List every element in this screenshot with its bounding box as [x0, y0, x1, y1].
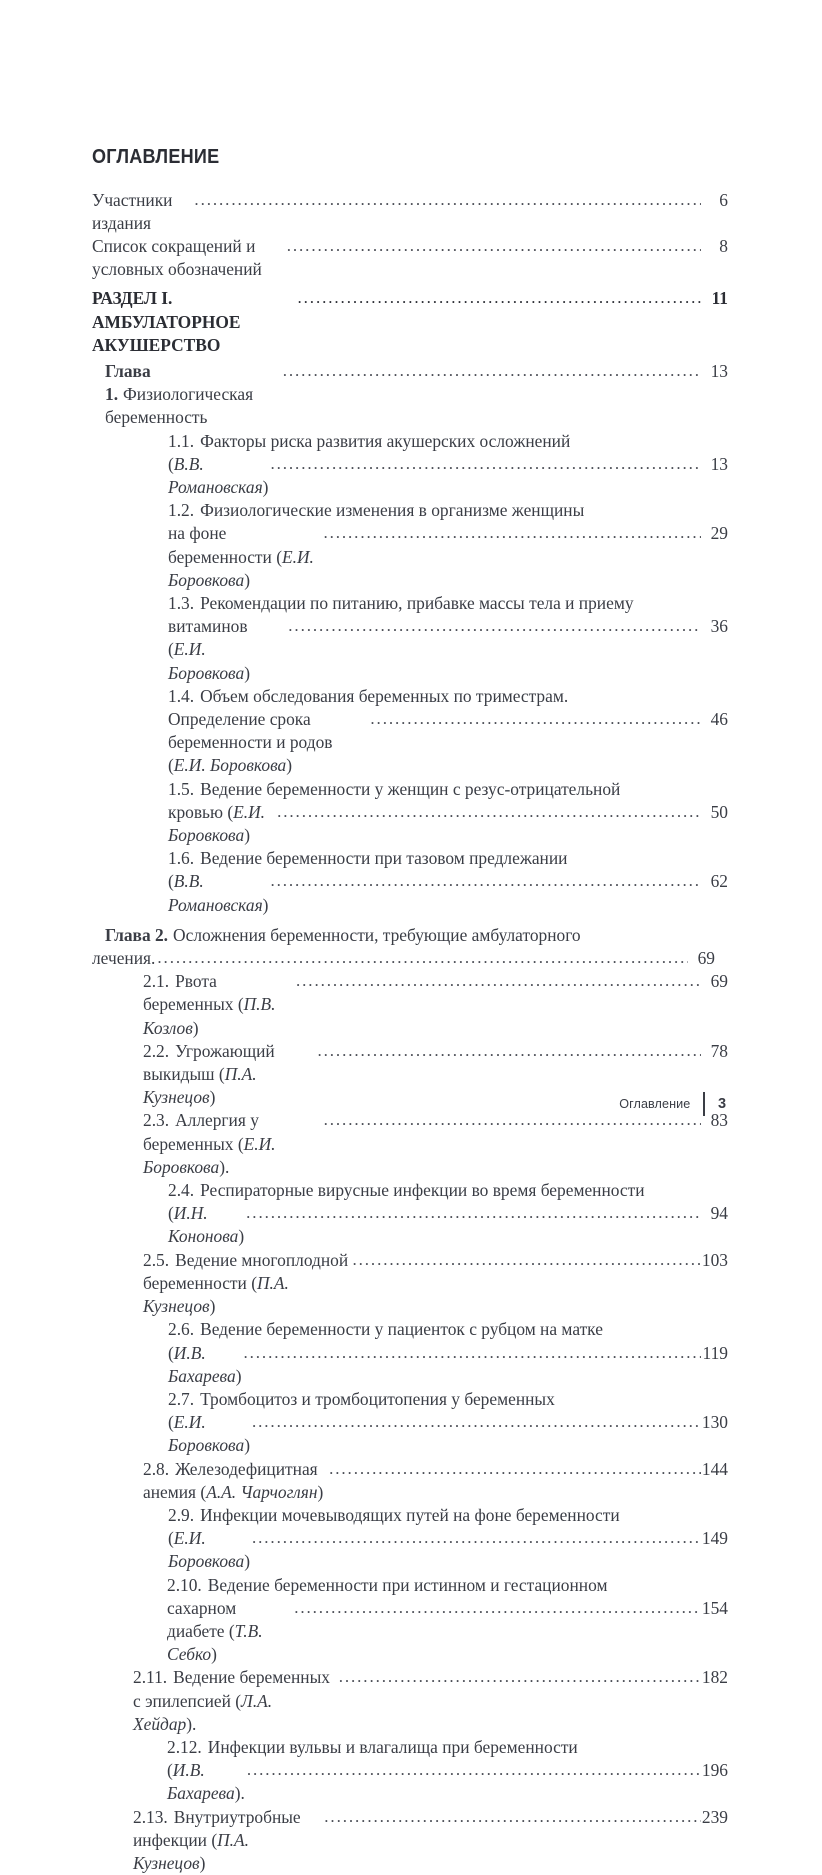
section-line2-prefix: (	[168, 1412, 174, 1433]
leader-dots	[277, 800, 701, 823]
toc-section-label	[143, 1458, 327, 1504]
toc-entry-section-2-11[interactable]	[92, 1666, 728, 1736]
toc-chapter-label	[105, 360, 281, 430]
section-title: Факторы риска развития акушерских осложнений	[200, 430, 571, 451]
section-line2-suffix: )	[244, 1435, 250, 1456]
section-title: Ведение беременности при тазовом предлежании	[200, 848, 568, 869]
page-footer	[619, 1092, 728, 1116]
section-number: 2.10.	[167, 1574, 202, 1595]
toc-section-label	[143, 1040, 315, 1110]
leader-dots	[317, 1039, 701, 1062]
toc-entry-section-2-12[interactable]	[92, 1736, 728, 1806]
toc-section-line1	[143, 1179, 728, 1202]
section-author: Т.В. Себко	[167, 1620, 267, 1665]
section-title: Ведение беременности у женщин с резус-отрицательной	[200, 778, 621, 799]
toc-section-label	[133, 1666, 337, 1736]
toc-section-label	[143, 1249, 353, 1319]
toc-section-line2	[143, 1202, 244, 1248]
leader-dots	[246, 1201, 701, 1224]
toc-page-number: 94	[710, 1203, 728, 1224]
chapter-title: Физиологическая беременность	[105, 384, 258, 428]
section-author: Е.И. Боровкова	[168, 546, 319, 590]
section-number: 2.11.	[133, 1667, 168, 1688]
section-number: 2.5.	[143, 1249, 170, 1270]
section-author: Е.И. Боровкова	[173, 755, 287, 776]
toc-page-number: 13	[710, 453, 728, 474]
chapter-number: Глава 2.	[105, 924, 169, 945]
footer-page-number: 3	[718, 1096, 727, 1112]
toc-entry-part-1[interactable]	[92, 287, 728, 357]
toc-section-line2	[143, 615, 286, 685]
section-suffix: )	[192, 1017, 199, 1038]
section-number: 1.6.	[168, 848, 195, 869]
toc-section-label	[143, 1109, 322, 1179]
toc-entry-section-2-6[interactable]	[92, 1318, 728, 1388]
toc-entry-section-1-6[interactable]	[92, 847, 728, 917]
toc-page-number: 119	[702, 1342, 728, 1363]
toc-entry-section-2-13[interactable]	[92, 1806, 728, 1875]
section-author: П.В. Козлов	[143, 994, 280, 1038]
section-line2-prefix: (	[168, 1203, 174, 1224]
section-number: 2.9.	[168, 1504, 195, 1525]
toc-part-label: РАЗДЕЛ I. АМБУЛАТОРНОЕ АКУШЕРСТВО	[92, 288, 245, 355]
toc-page-number: 13	[710, 360, 728, 381]
toc-entry-section-1-4[interactable]	[92, 685, 728, 778]
section-line2-suffix: )	[262, 476, 269, 497]
toc-entry-chapter-2[interactable]	[92, 924, 728, 970]
leader-dots	[243, 1341, 701, 1364]
toc-page-number: 6	[719, 189, 728, 210]
toc-entry-section-2-5[interactable]	[92, 1249, 728, 1319]
leader-dots	[247, 1758, 701, 1781]
leader-dots	[298, 286, 702, 309]
toc-section-line1	[143, 685, 728, 708]
toc-section-line1	[133, 1736, 728, 1759]
toc-page-number: 130	[701, 1412, 728, 1433]
toc-entry-section-2-4[interactable]	[92, 1179, 728, 1249]
toc-entry-section-2-3[interactable]	[92, 1109, 728, 1179]
toc-section-label	[143, 970, 294, 1040]
section-line2-suffix: ).	[234, 1783, 245, 1804]
leader-dots	[157, 946, 688, 969]
toc-page-number: 78	[710, 1040, 728, 1061]
section-line2-prefix: (	[168, 1528, 174, 1549]
toc-page-number: 11	[711, 288, 728, 309]
section-title: Ведение многоплодной беременности (	[143, 1249, 353, 1293]
section-suffix: )	[199, 1852, 206, 1873]
toc-page-number: 239	[701, 1806, 728, 1827]
section-number: 2.12.	[167, 1736, 202, 1757]
toc-page-number: 69	[697, 948, 715, 969]
toc-section-line1	[143, 499, 728, 522]
toc-section-line2	[143, 1411, 250, 1457]
leader-dots	[194, 188, 701, 211]
section-suffix: ).	[219, 1156, 230, 1177]
toc-section-line1	[143, 847, 728, 870]
section-title: Инфекции мочевыводящих путей на фоне беременности	[200, 1504, 620, 1525]
section-line2-prefix: витаминов (	[168, 616, 252, 660]
section-line2-prefix: на фоне беременности (	[168, 523, 282, 567]
section-line2-suffix: )	[244, 1551, 250, 1572]
section-line2-prefix: Определение срока беременности и родов (	[168, 709, 337, 776]
toc-entry-section-1-5[interactable]	[92, 778, 728, 848]
leader-dots	[252, 1410, 701, 1433]
toc-section-line2	[143, 522, 321, 592]
leader-dots	[287, 234, 701, 257]
toc-section-line1	[133, 1574, 728, 1597]
toc-page-number: 196	[701, 1760, 728, 1781]
section-number: 1.1.	[168, 430, 195, 451]
chapter-title: Осложнения беременности, требующие амбулаторного	[173, 924, 581, 945]
section-author: П.А. Кузнецов	[133, 1829, 254, 1873]
section-number: 2.13.	[133, 1806, 168, 1827]
toc-page-number: 50	[710, 801, 728, 822]
section-author: В.В. Романовская	[168, 871, 263, 915]
section-author: Е.И. Боровкова	[168, 801, 270, 846]
section-suffix: ).	[186, 1713, 197, 1734]
toc-section-line2	[133, 1597, 292, 1667]
toc-page-number: 29	[710, 523, 728, 544]
leader-dots	[352, 1248, 700, 1271]
section-line2-suffix: )	[244, 569, 250, 590]
page-title: ОГЛАВЛЕНИЕ	[92, 145, 220, 168]
section-line2-suffix: )	[211, 1644, 217, 1665]
section-title: Рвота беременных (	[143, 971, 244, 1015]
section-title: Ведение беременности у пациенток с рубцом на матке	[200, 1319, 603, 1340]
section-author: П.А. Кузнецов	[143, 1272, 294, 1317]
toc-page-number: 154	[701, 1597, 728, 1618]
section-line2-suffix: )	[262, 894, 269, 915]
toc-section-line1	[143, 778, 728, 801]
section-line2-suffix: )	[238, 1226, 245, 1247]
footer-section-label: Оглавление	[619, 1097, 691, 1111]
section-author: Е.И. Боровкова	[168, 1412, 245, 1456]
toc-section-line1	[143, 592, 728, 615]
toc-page-number: 36	[710, 616, 728, 637]
section-title: Физиологические изменения в организме женщины	[200, 500, 585, 521]
toc-page-number: 83	[710, 1110, 728, 1131]
toc-entry-label: Список сокращений и условных обозначений	[92, 235, 262, 280]
toc-section-line2	[143, 870, 268, 916]
section-title: Железодефицитная анемия (	[143, 1458, 323, 1502]
leader-dots	[252, 1526, 701, 1549]
toc-entry-section-2-8[interactable]	[92, 1458, 728, 1504]
section-suffix: )	[317, 1481, 324, 1502]
toc-section-line2	[133, 1759, 245, 1805]
section-number: 2.8.	[143, 1458, 170, 1479]
toc-entry-section-1-2[interactable]	[92, 499, 728, 592]
leader-dots	[339, 1665, 701, 1688]
section-title: Ведение беременных с эпилепсией (	[133, 1667, 335, 1711]
section-line2-prefix: (	[168, 871, 174, 892]
toc-entry-section-2-10[interactable]	[92, 1574, 728, 1667]
section-line2-prefix: (	[167, 1760, 173, 1781]
toc-section-line2	[143, 708, 368, 778]
section-author: Е.И. Боровкова	[168, 639, 245, 683]
section-number: 2.7.	[168, 1388, 195, 1409]
toc-entry-section-1-3[interactable]	[92, 592, 728, 685]
leader-dots	[370, 707, 701, 730]
section-number: 1.2.	[168, 500, 195, 521]
section-line2-suffix: )	[244, 825, 250, 846]
toc-page-number: 8	[719, 235, 728, 256]
section-number: 2.2.	[143, 1040, 170, 1061]
toc-page-number: 62	[710, 871, 728, 892]
leader-dots	[283, 359, 701, 382]
section-line2-prefix: кровью (	[168, 801, 234, 822]
toc-section-label	[133, 1806, 322, 1875]
section-suffix: )	[209, 1296, 216, 1317]
toc-section-line2	[143, 453, 268, 499]
section-line2-suffix: )	[286, 755, 293, 776]
section-number: 2.6.	[168, 1319, 195, 1340]
toc-entry-chapter-1[interactable]	[92, 360, 728, 430]
toc-entry-section-2-9[interactable]	[92, 1504, 728, 1574]
section-line2-suffix: )	[244, 662, 250, 683]
leader-dots	[270, 869, 701, 892]
toc-entry-section-1-1[interactable]	[92, 430, 728, 500]
section-author: В.В. Романовская	[168, 453, 263, 497]
section-number: 2.4.	[168, 1180, 195, 1201]
section-title: Рекомендации по питанию, прибавке массы тела и приему	[200, 593, 634, 613]
leader-dots	[323, 521, 701, 544]
toc-entry-front-1[interactable]	[92, 189, 728, 235]
section-author: А.А. Чарчоглян	[206, 1481, 318, 1502]
section-title: Тромбоцитоз и тромбоцитопения у беременных	[200, 1388, 555, 1409]
section-title: Аллергия у беременных (	[143, 1110, 264, 1154]
leader-dots	[288, 614, 701, 637]
section-title: Ведение беременности при истинном и гестационном	[207, 1574, 608, 1595]
section-title: Инфекции вульвы и влагалища при беременности	[207, 1736, 578, 1757]
section-number: 1.4.	[168, 685, 195, 706]
section-author: И.Н. Кононова	[168, 1203, 239, 1247]
toc-list	[92, 189, 728, 1875]
toc-page-number: 46	[710, 709, 728, 730]
chapter-number: Глава 1.	[105, 360, 156, 405]
toc-entry-section-2-7[interactable]	[92, 1388, 728, 1458]
section-number: 2.1.	[143, 971, 170, 992]
toc-page-number: 144	[701, 1458, 728, 1479]
section-author: И.В. Бахарева	[168, 1342, 236, 1386]
section-line2-prefix: (	[168, 1342, 174, 1363]
toc-section-line1	[143, 1388, 728, 1411]
section-author: Е.И. Боровкова	[143, 1133, 280, 1177]
section-author: Л.А. Хейдар	[133, 1690, 277, 1734]
toc-page-number: 69	[710, 971, 728, 992]
leader-dots	[294, 1596, 701, 1619]
section-line2-suffix: )	[235, 1365, 242, 1386]
toc-page-number: 182	[701, 1667, 728, 1688]
section-number: 2.3.	[143, 1110, 170, 1131]
toc-section-line2	[143, 1527, 250, 1573]
section-line2-prefix: сахарном диабете (	[167, 1597, 241, 1641]
section-title: Объем обследования беременных по триместрам.	[200, 685, 569, 706]
toc-chapter-line1	[105, 924, 728, 947]
leader-dots	[329, 1457, 701, 1480]
section-line2-prefix: (	[168, 453, 174, 474]
section-title: Внутриутробные инфекции (	[133, 1806, 306, 1850]
section-suffix: )	[209, 1087, 216, 1108]
toc-page-number: 103	[701, 1249, 728, 1270]
toc-section-line1	[143, 430, 728, 453]
leader-dots	[296, 969, 701, 992]
toc-entry-label: Участники издания	[92, 189, 177, 233]
toc-content	[92, 146, 728, 1875]
leader-dots	[324, 1805, 701, 1828]
section-number: 1.5.	[168, 778, 195, 799]
leader-dots	[270, 452, 701, 475]
toc-section-line2	[143, 801, 275, 847]
toc-section-line1	[143, 1318, 728, 1341]
toc-page-number: 149	[701, 1528, 728, 1549]
section-author: И.В. Бахарева	[167, 1760, 235, 1804]
toc-entry-front-2[interactable]	[92, 235, 728, 281]
section-title: Угрожающий выкидыш (	[143, 1040, 280, 1085]
section-author: П.А. Кузнецов	[143, 1064, 261, 1108]
toc-entry-section-2-1[interactable]	[92, 970, 728, 1040]
toc-section-line2	[143, 1342, 241, 1388]
toc-section-line1	[143, 1504, 728, 1527]
section-author: Е.И. Боровкова	[168, 1528, 245, 1572]
toc-chapter-line2: лечения.	[92, 948, 156, 969]
section-number: 1.3.	[168, 593, 195, 613]
section-title: Респираторные вирусные инфекции во время беременности	[200, 1180, 645, 1201]
